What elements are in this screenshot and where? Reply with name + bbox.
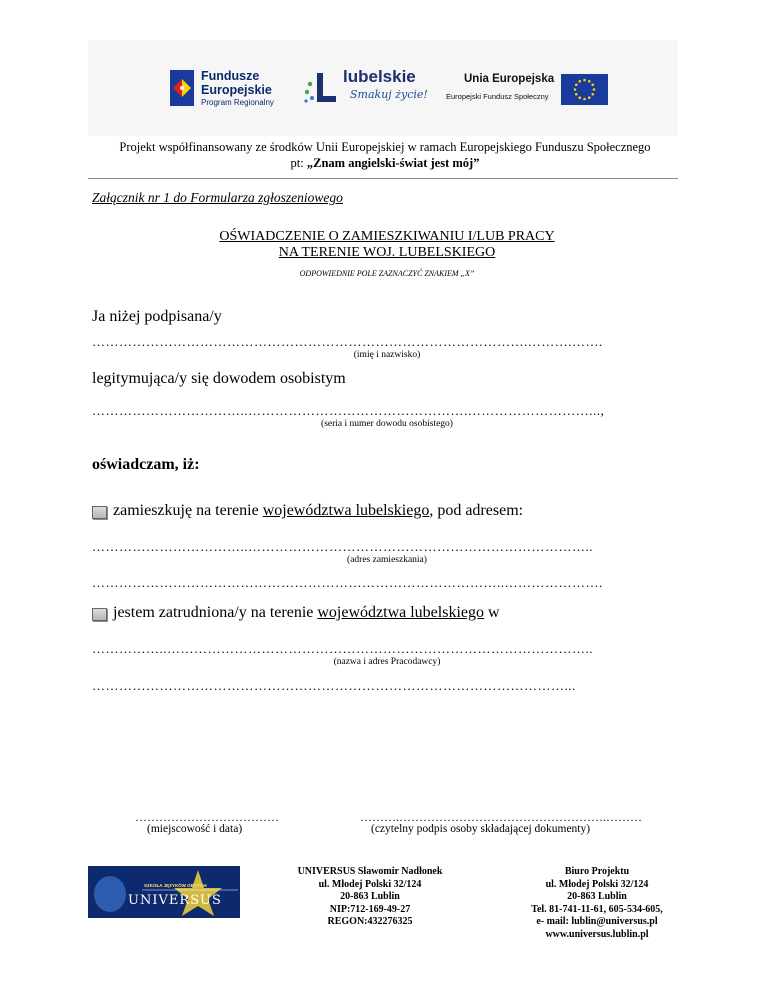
universus-logo — [88, 866, 240, 918]
id-field[interactable]: ……………………………..………………………………………….………………………..., — [92, 403, 605, 418]
attachment-label: Załącznik nr 1 do Formularza zgłoszeniowego — [92, 190, 343, 205]
id-caption: (seria i numer dowodu osobistego) — [321, 419, 453, 429]
name-caption: (imię i nazwisko) — [353, 350, 421, 360]
name-field[interactable]: …………………………………………………………………………………….……….……. — [92, 334, 603, 349]
project-title: „Znam angielski-świat jest mój” — [306, 156, 480, 170]
fundusze-europejskie-logo-icon — [170, 70, 194, 106]
signed-label: Ja niżej podpisana/y — [92, 308, 222, 325]
lubelskie-slogan: Smakuj życie! — [350, 88, 428, 101]
universus-logo-text: UNIVERSUS — [128, 893, 222, 908]
company-info: UNIVERSUS Sławomir Nadłonek ul. Młodej Polski 32/124 20-863 Lublin NIP:712-169-49-27 REGON:432276325 — [297, 866, 443, 927]
project-title-prefix: pt: — [290, 156, 307, 170]
live-region: województwa lubelskiego — [262, 502, 430, 519]
universus-emblem-icon — [88, 866, 240, 918]
work-checkbox[interactable] — [92, 608, 107, 621]
marking-instruction: ODPOWIEDNIE POLE ZAZNACZYĆ ZNAKIEM „X” — [299, 269, 475, 278]
document-title-line1: OŚWIADCZENIE O ZAMIESZKIWANIU I/LUB PRACY — [219, 229, 555, 244]
eu-name: Unia Europejska — [464, 73, 555, 85]
work-option-label: jestem zatrudniona/y na terenie województwa lubelskiego w — [113, 604, 500, 621]
eu-flag-icon — [561, 74, 608, 105]
header-divider — [88, 178, 678, 179]
place-date-caption: (miejscowość i data) — [147, 823, 243, 835]
signature-caption: (czytelny podpis osoby składającej dokumenty) — [371, 823, 591, 835]
live-checkbox[interactable] — [92, 506, 107, 519]
address-field-1[interactable]: ……………………………..………………………………………………………………….. — [92, 539, 593, 554]
employer-field-1[interactable]: ……………..………………………………………………………………………………….. — [92, 641, 593, 656]
work-region: województwa lubelskiego — [317, 604, 484, 621]
project-title-line — [60, 156, 710, 171]
declare-label: oświadczam, iż: — [92, 456, 200, 473]
lubelskie-logo-name: lubelskie — [343, 67, 416, 86]
signature-field[interactable]: ……….…………………………………………….……… — [360, 810, 642, 824]
logo-band — [88, 40, 678, 136]
employer-caption: (nazwa i adres Pracodawcy) — [333, 657, 441, 667]
address-caption: (adres zamieszkania) — [347, 555, 427, 565]
employer-field-2[interactable]: ……………………………………………………………………………………………... — [92, 678, 576, 693]
address-field-2[interactable]: ………………………………………………………………………………..…………………. — [92, 575, 603, 590]
eu-fund-name: Europejski Fundusz Społeczny — [446, 92, 549, 101]
lubelskie-logo-icon — [303, 70, 339, 106]
project-funding-line: Projekt współfinansowany ze środków Unii Europejskiej w ramach Europejskiego Funduszu Społecznego — [119, 140, 651, 154]
live-option-label: zamieszkuję na terenie województwa lubelskiego, pod adresem: — [113, 502, 524, 519]
document-title-line2: NA TERENIE WOJ. LUBELSKIEGO — [278, 245, 496, 260]
universus-school-label: SZKOŁA JĘZYKÓW OBCYCH — [144, 883, 207, 888]
fe-program-label: Program Regionalny — [201, 98, 274, 107]
place-date-field[interactable]: ……………………………… — [135, 810, 279, 824]
fe-logo-name: Fundusze Europejskie — [201, 69, 272, 97]
id-label: legitymująca/y się dowodem osobistym — [92, 370, 346, 387]
project-office-info: Biuro Projektu ul. Młodej Polski 32/124 20-863 Lublin Tel. 81-741-11-61, 605-534-605, e- mail: lublin@universus.pl www.universus.lublin.pl — [531, 866, 663, 940]
